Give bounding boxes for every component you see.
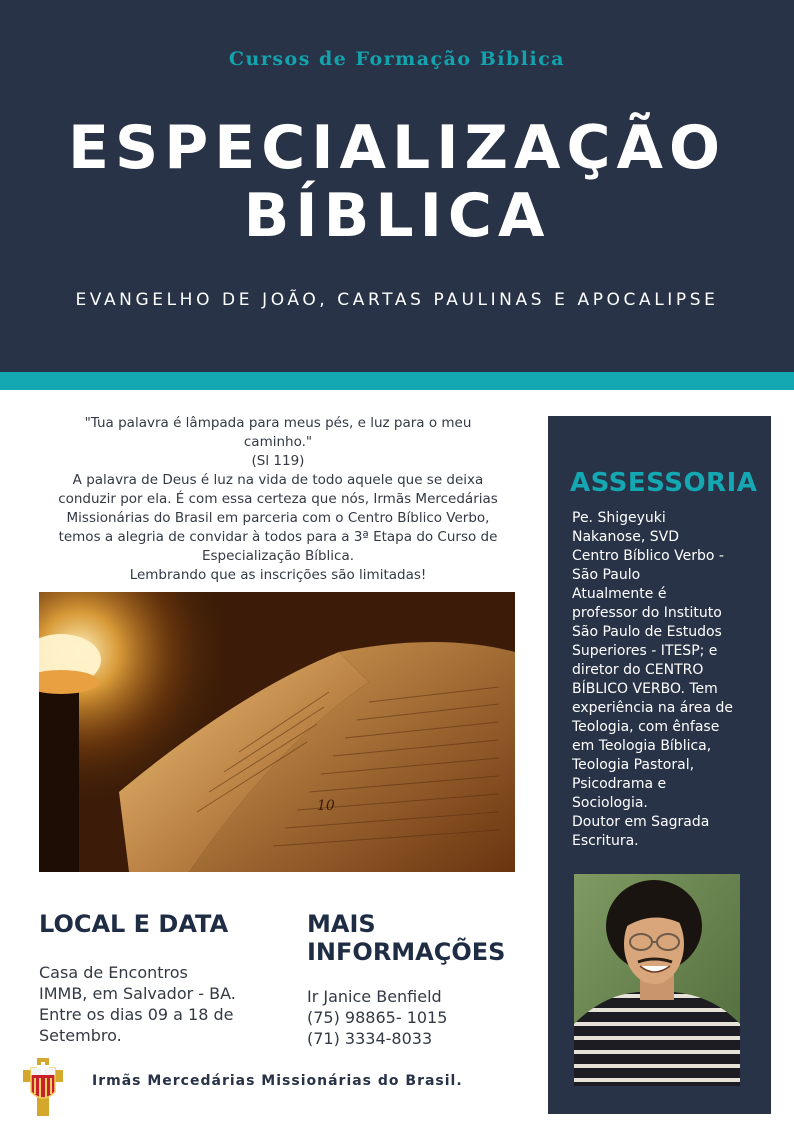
intro-body-line: Especialização Bíblica. xyxy=(201,548,355,564)
contact-name: Ir Janice Benfield xyxy=(307,987,442,1006)
intro-text xyxy=(40,414,516,585)
bio-line: BÍBLICO VERBO. Tem xyxy=(572,681,718,697)
more-info-title xyxy=(307,910,505,966)
intro-body-line: Missionárias do Brasil em parceria com o Centro Bíblico Verbo, xyxy=(66,510,490,526)
assessoria-bio xyxy=(572,509,758,851)
local-line: Entre os dias 09 a 18 de xyxy=(39,1005,234,1024)
contact-phone: (75) 98865- 1015 xyxy=(307,1008,448,1027)
bio-line: Superiores - ITESP; e xyxy=(572,643,718,659)
more-info-title-line-1: MAIS xyxy=(307,910,376,938)
bio-line: Pe. Shigeyuki xyxy=(572,510,666,526)
footer-organization: Irmãs Mercedárias Missionárias do Brasil. xyxy=(92,1073,463,1089)
local-line: Setembro. xyxy=(39,1026,122,1045)
speaker-portrait xyxy=(574,874,740,1086)
speaker-portrait-illustration xyxy=(574,874,740,1086)
intro-body-line: A palavra de Deus é luz na vida de todo aquele que se deixa xyxy=(72,472,484,488)
bio-line: professor do Instituto xyxy=(572,605,722,621)
bible-page-number: 10 xyxy=(317,798,335,814)
mercedarian-shield-logo xyxy=(23,1058,63,1116)
local-line: Casa de Encontros xyxy=(39,963,188,982)
bio-line: Psicodrama e xyxy=(572,776,667,792)
bio-line: Nakanose, SVD xyxy=(572,529,679,545)
bio-line: Teologia Pastoral, xyxy=(572,757,695,773)
bio-line: Doutor em Sagrada xyxy=(572,814,710,830)
bio-line: Sociologia. xyxy=(572,795,648,811)
bio-line: São Paulo de Estudos xyxy=(572,624,722,640)
main-title xyxy=(0,114,794,250)
local-data-title: LOCAL E DATA xyxy=(39,910,229,938)
contact-phone: (71) 3334-8033 xyxy=(307,1029,433,1048)
bio-line: Escritura. xyxy=(572,833,639,849)
bio-line: Centro Bíblico Verbo - xyxy=(572,548,724,564)
bio-line: São Paulo xyxy=(572,567,641,583)
course-kicker: Cursos de Formação Bíblica xyxy=(228,48,566,70)
bible-candle-photo xyxy=(39,592,515,872)
title-line-2: BÍBLICA xyxy=(243,181,551,251)
assessoria-panel xyxy=(548,416,771,1114)
intro-body-line: conduzir por ela. É com essa certeza que nós, Irmãs Mercedárias xyxy=(58,491,498,507)
assessoria-title: ASSESSORIA xyxy=(570,468,758,498)
bible-candle-illustration xyxy=(39,592,515,872)
bio-line: Teologia, com ênfase xyxy=(572,719,720,735)
quote-line: "Tua palavra é lâmpada para meus pés, e luz para o meu xyxy=(84,415,472,431)
more-info-body xyxy=(307,986,527,1049)
bio-line: experiência na área de xyxy=(572,700,733,716)
course-subtitle: EVANGELHO DE JOÃO, CARTAS PAULINAS E APOCALIPSE xyxy=(75,290,719,310)
bio-line: diretor do CENTRO xyxy=(572,662,704,678)
title-line-1: ESPECIALIZAÇÃO xyxy=(68,113,726,183)
teal-divider xyxy=(0,372,794,390)
more-info-title-line-2: INFORMAÇÕES xyxy=(307,938,506,966)
local-data-body xyxy=(39,962,279,1046)
intro-closing: Lembrando que as inscrições são limitadas! xyxy=(129,567,427,583)
header-banner xyxy=(0,0,794,372)
intro-body-line: temos a alegria de convidar à todos para a 3ª Etapa do Curso de xyxy=(58,529,498,545)
quote-reference: (Sl 119) xyxy=(251,453,305,469)
bio-line: em Teologia Bíblica, xyxy=(572,738,712,754)
local-line: IMMB, em Salvador - BA. xyxy=(39,984,236,1003)
quote-line: caminho." xyxy=(243,434,313,450)
bio-line: Atualmente é xyxy=(572,586,667,602)
